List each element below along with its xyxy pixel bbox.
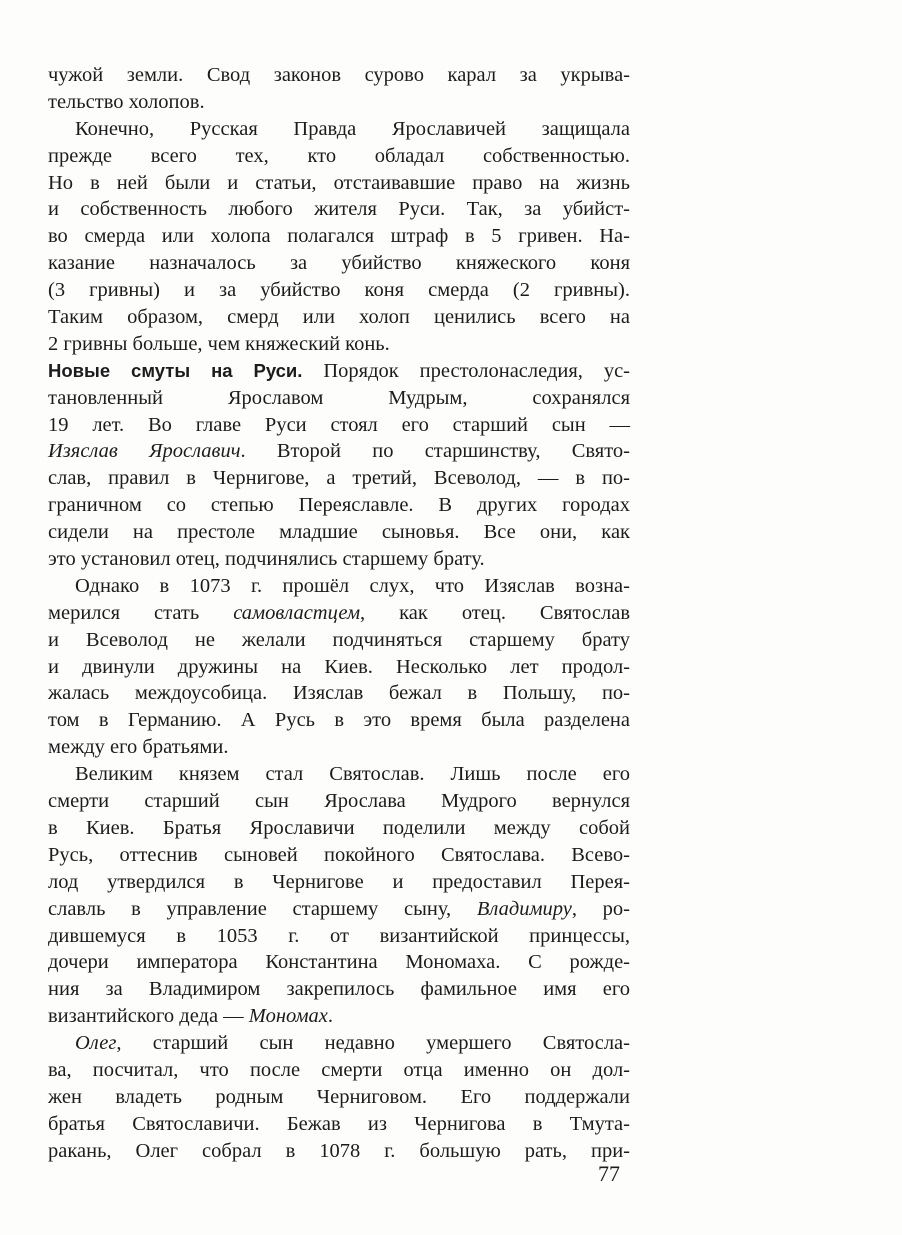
page-number: 77 (598, 1161, 620, 1186)
text-line (48, 358, 630, 385)
text-line: Однако в 1073 г. прошёл слух, что Изяслав возна- (75, 574, 630, 597)
text-span: , как отец. Святослав (360, 601, 630, 624)
paragraph-2 (48, 116, 630, 358)
text-line: жен владеть родным Черниговом. Его поддержали (48, 1085, 630, 1108)
paragraph-1 (48, 62, 630, 116)
text-line: дившемуся в 1053 г. от византийской принцессы, (48, 924, 630, 947)
paragraph-5 (48, 761, 630, 1030)
text-span: Порядок престолонаследия, ус- (302, 359, 631, 382)
page-body (48, 62, 630, 1165)
paragraph-6 (48, 1030, 630, 1164)
text-line: жалась междоусобица. Изяслав бежал в Польшу, по- (48, 682, 630, 705)
text-line: Но в ней были и статьи, отстаивавшие право на жизнь (48, 171, 630, 194)
italic-term: Олег (75, 1032, 117, 1055)
text-line: прежде всего тех, кто обладал собственностью. (48, 144, 630, 167)
text-line: (3 гривны) и за убийство коня смерда (2 гривны). (48, 279, 630, 302)
text-line: Таким образом, смерд или холоп ценились всего на (48, 306, 630, 329)
text-span: мерился стать (48, 601, 234, 624)
text-line: во смерда или холопа полагался штраф в 5 гривен. На- (48, 225, 630, 248)
text-line (48, 896, 630, 923)
text-line: казание назначалось за убийство княжеского коня (48, 252, 630, 275)
text-line: и собственность любого жителя Руси. Так, за убийст- (48, 198, 630, 221)
italic-term: Владимиру (476, 897, 572, 920)
section-heading: Новые смуты на Руси. (48, 359, 303, 381)
text-line: том в Германию. А Русь в это время была разделена (48, 709, 630, 732)
text-line: и Всеволод не желали подчиняться старшему брату (48, 628, 630, 651)
section-new-troubles (48, 358, 630, 573)
text-line: Великим князем стал Святослав. Лишь после его (75, 763, 630, 786)
text-line: смерти старший сын Ярослава Мудрого вернулся (48, 790, 630, 813)
italic-term: самовластцем (233, 601, 361, 624)
text-line: между его братьями. (48, 736, 229, 759)
text-span: , старший сын недавно умершего Святосла- (116, 1032, 630, 1055)
text-line: ракань, Олег собрал в 1078 г. большую рать, при- (48, 1139, 630, 1162)
text-line (48, 1030, 630, 1057)
text-line (48, 600, 630, 627)
text-span: византийского деда — (48, 1005, 249, 1028)
text-line: тельство холопов. (48, 90, 205, 113)
text-line: братья Святославичи. Бежав из Чернигова в Тмута- (48, 1112, 630, 1135)
text-line (48, 438, 630, 465)
italic-term: Изяслав Ярославич (48, 440, 241, 463)
text-line: чужой земли. Свод законов сурово карал за укрыва- (48, 64, 630, 86)
text-line: дочери императора Константина Мономаха. С рожде- (48, 951, 630, 974)
text-line: ния за Владимиром закрепилось фамильное имя его (48, 978, 630, 1001)
text-span: . Второй по старшинству, Свято- (240, 440, 630, 463)
paragraph-4 (48, 573, 630, 761)
text-line: в Киев. Братья Ярославичи поделили между собой (48, 816, 630, 839)
text-line: тановленный Ярославом Мудрым, сохранялся (48, 386, 630, 409)
text-span: , ро- (571, 897, 631, 920)
text-line: 19 лет. Во главе Руси стоял его старший сын — (48, 413, 630, 436)
text-line: Русь, оттеснив сыновей покойного Святослава. Всево- (48, 843, 630, 866)
italic-term: Мономах (248, 1005, 328, 1028)
text-line: 2 гривны больше, чем княжеский конь. (48, 332, 390, 355)
text-line: слав, правил в Чернигове, а третий, Всеволод, — в по- (48, 467, 630, 490)
text-line: граничном со степью Переяславле. В других городах (48, 494, 630, 517)
text-span: славль в управление старшему сыну, (48, 897, 477, 920)
text-line: и двинули дружины на Киев. Несколько лет продол- (48, 655, 630, 678)
text-line: Конечно, Русская Правда Ярославичей защищала (75, 117, 630, 140)
text-line: это установил отец, подчинялись старшему брату. (48, 548, 485, 571)
text-line: сидели на престоле младшие сыновья. Все они, как (48, 521, 630, 544)
text-span: . (327, 1005, 334, 1028)
text-line (48, 1003, 630, 1030)
text-line: ва, посчитал, что после смерти отца именно он дол- (48, 1058, 630, 1081)
text-line: лод утвердился в Чернигове и предоставил Перея- (48, 870, 630, 893)
